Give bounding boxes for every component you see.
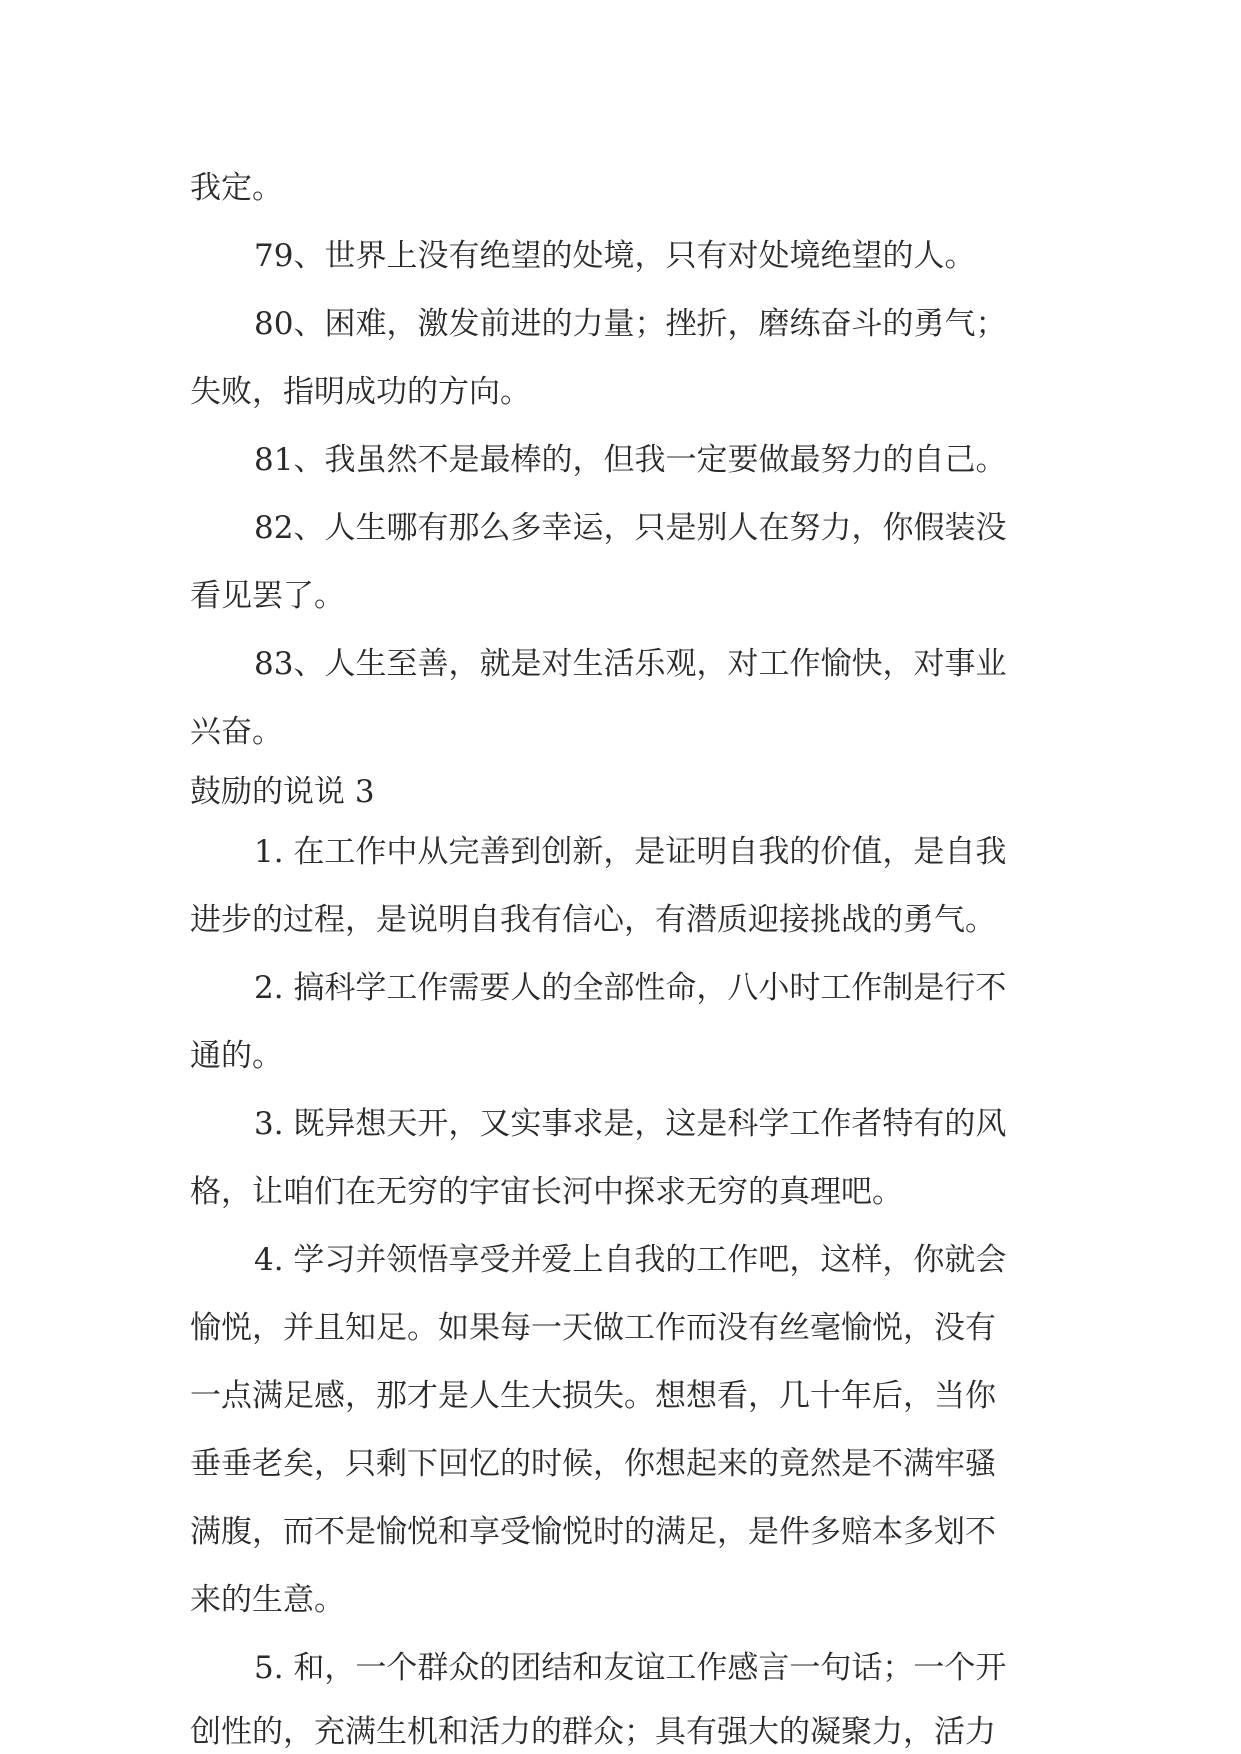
text-line: 来的生意。 — [190, 1582, 345, 1618]
text-line: 垂垂老矣，只剩下回忆的时候，你想起来的竟然是不满牢骚 — [190, 1446, 996, 1482]
text-line: 格，让咱们在无穷的宇宙长河中探求无穷的真理吧。 — [190, 1174, 903, 1210]
text-line: 82、人生哪有那么多幸运，只是别人在努力，你假装没 — [254, 510, 1007, 546]
text-line: 83、人生至善，就是对生活乐观，对工作愉快，对事业 — [254, 646, 1007, 682]
text-line: 创性的，充满生机和活力的群众；具有强大的凝聚力，活力 — [190, 1714, 996, 1750]
text-line: 1. 在工作中从完善到创新，是证明自我的价值，是自我 — [254, 834, 1007, 870]
text-line: 5. 和，一个群众的团结和友谊工作感言一句话；一个开 — [254, 1650, 1007, 1686]
section-heading: 鼓励的说说 3 — [190, 774, 375, 810]
text-line: 4. 学习并领悟享受并爱上自我的工作吧，这样，你就会 — [254, 1242, 1007, 1278]
text-line: 79、世界上没有绝望的处境，只有对处境绝望的人。 — [254, 238, 976, 274]
text-line: 看见罢了。 — [190, 578, 345, 614]
text-line: 进步的过程，是说明自我有信心，有潜质迎接挑战的勇气。 — [190, 902, 996, 938]
text-line: 我定。 — [190, 170, 283, 206]
text-line: 2. 搞科学工作需要人的全部性命，八小时工作制是行不 — [254, 970, 1007, 1006]
text-line: 愉悦，并且知足。如果每一天做工作而没有丝毫愉悦，没有 — [190, 1310, 996, 1346]
text-line: 通的。 — [190, 1038, 283, 1074]
text-line: 81、我虽然不是最棒的，但我一定要做最努力的自己。 — [254, 442, 1007, 478]
text-line: 满腹，而不是愉悦和享受愉悦时的满足，是件多赔本多划不 — [190, 1514, 996, 1550]
text-line: 兴奋。 — [190, 714, 283, 750]
text-line: 一点满足感，那才是人生大损失。想想看，几十年后，当你 — [190, 1378, 996, 1414]
text-line: 3. 既异想天开，又实事求是，这是科学工作者特有的风 — [254, 1106, 1007, 1142]
text-line: 80、困难，激发前进的力量；挫折，磨练奋斗的勇气； — [254, 306, 1007, 342]
text-line: 失败，指明成功的方向。 — [190, 374, 531, 410]
